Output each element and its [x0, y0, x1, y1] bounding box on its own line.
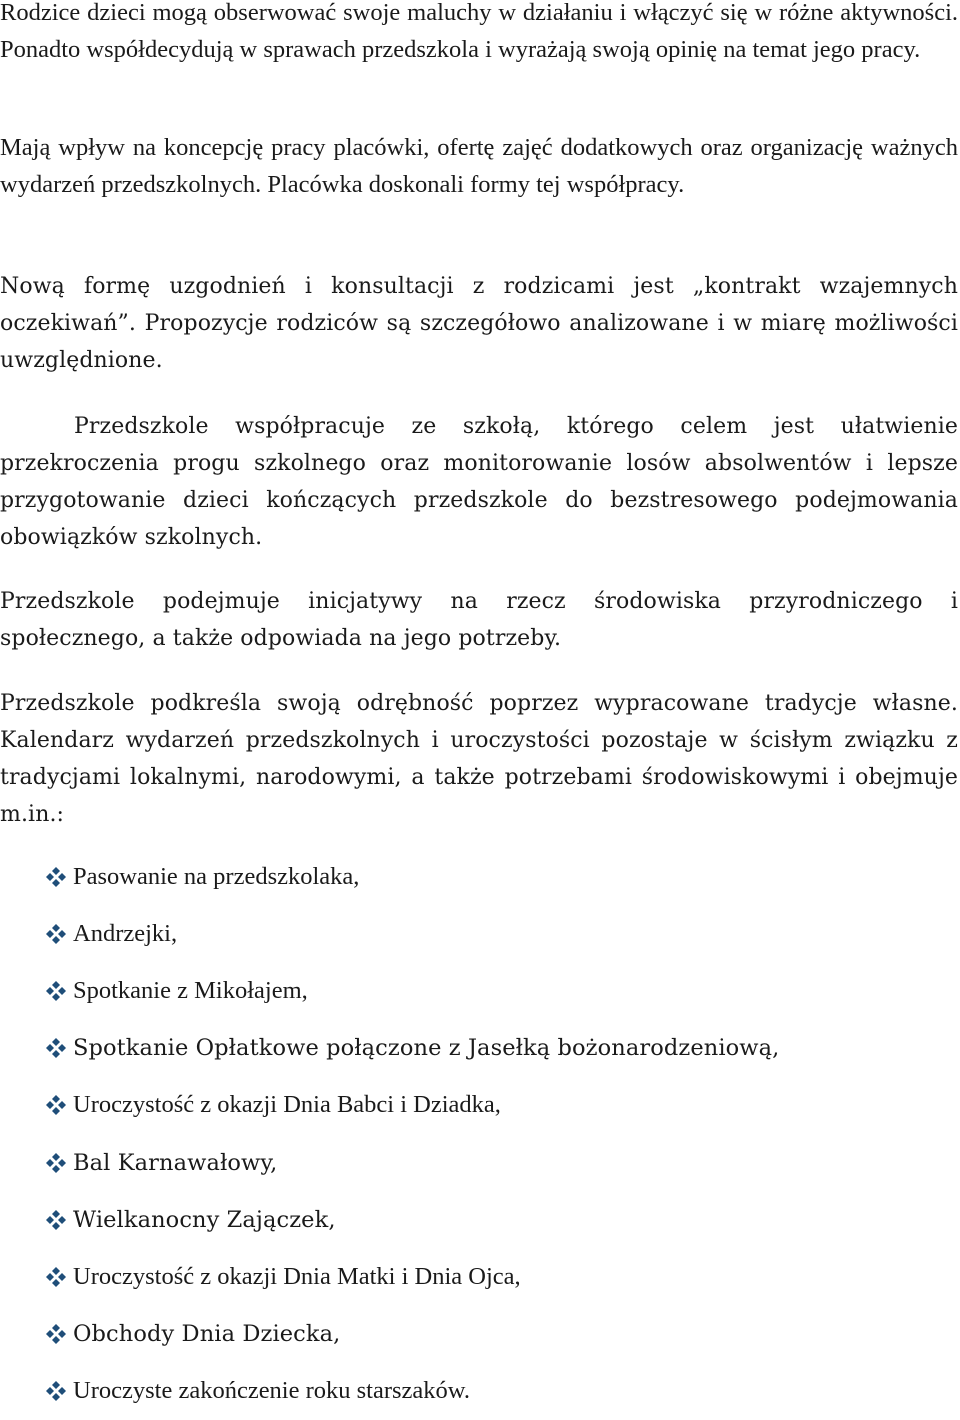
four-diamond-bullet-icon	[45, 980, 67, 1002]
event-label: Wielkanocny Zajączek,	[73, 1206, 336, 1233]
list-item	[45, 1077, 779, 1134]
paragraph-parents-influence: Mają wpływ na koncepcję pracy placówki, ofertę zajęć dodatkowych oraz organizację ważnych wydarzeń przedszkolnych. Placówka doskonali formy tej współpracy.	[0, 134, 958, 198]
list-item	[45, 1134, 779, 1191]
list-item	[45, 1191, 779, 1248]
four-diamond-bullet-icon	[45, 1037, 67, 1059]
event-label: Uroczystość z okazji Dnia Matki i Dnia Ojca,	[73, 1262, 521, 1290]
event-label: Spotkanie z Mikołajem,	[73, 976, 308, 1004]
list-item	[45, 848, 779, 905]
list-item	[45, 962, 779, 1019]
event-label: Uroczyste zakończenie roku starszaków.	[73, 1377, 471, 1405]
four-diamond-bullet-icon	[45, 1209, 67, 1231]
paragraph-initiatives: Przedszkole podejmuje inicjatywy na rzecz środowiska przyrodniczego i społecznego, a także odpowiada na jego potrzeby.	[0, 589, 958, 651]
list-item	[45, 1248, 779, 1305]
four-diamond-bullet-icon	[45, 1323, 67, 1345]
paragraph-parents-observation: Rodzice dzieci mogą obserwować swoje maluchy w działaniu i włączyć się w różne aktywności. Ponadto współdecydują w sprawach przedszkola i wyrażają swoją opinię na temat jego pracy.	[0, 0, 958, 63]
event-label: Spotkanie Opłatkowe połączone z Jasełką bożonarodzeniową,	[73, 1035, 780, 1062]
list-item	[45, 1020, 779, 1077]
paragraph-traditions: Przedszkole podkreśla swoją odrębność poprzez wypracowane tradycje własne. Kalendarz wydarzeń przedszkolnych i uroczystości pozostaje w ścisłym związku z tradycjami lokalnymi, narodowymi, a także potrzebami środowiskowymi i obejmuje m.in.:	[0, 691, 958, 827]
list-item	[45, 1306, 779, 1363]
paragraph-school-cooperation: Przedszkole współpracuje ze szkołą, którego celem jest ułatwienie przekroczenia progu szkolnego oraz monitorowanie losów absolwentów i lepsze przygotowanie dzieci kończących przedszkole do bezstresowego podejmowania obowiązków szkolnych.	[0, 414, 958, 550]
list-item	[45, 905, 779, 962]
events-list	[45, 848, 779, 1420]
four-diamond-bullet-icon	[45, 1094, 67, 1116]
event-label: Andrzejki,	[73, 919, 178, 947]
four-diamond-bullet-icon	[45, 1380, 67, 1402]
list-item	[45, 1363, 779, 1420]
four-diamond-bullet-icon	[45, 1266, 67, 1288]
event-label: Bal Karnawałowy,	[73, 1149, 278, 1176]
four-diamond-bullet-icon	[45, 866, 67, 888]
event-label: Uroczystość z okazji Dnia Babci i Dziadka,	[73, 1091, 501, 1119]
paragraph-contract: Nową formę uzgodnień i konsultacji z rodzicami jest „kontrakt wzajemnych oczekiwań”. Propozycje rodziców są szczegółowo analizowane i w miarę możliwości uwzględnione.	[0, 274, 958, 373]
event-label: Pasowanie na przedszkolaka,	[73, 862, 360, 890]
event-label: Obchody Dnia Dziecka,	[73, 1321, 341, 1348]
four-diamond-bullet-icon	[45, 923, 67, 945]
four-diamond-bullet-icon	[45, 1152, 67, 1174]
